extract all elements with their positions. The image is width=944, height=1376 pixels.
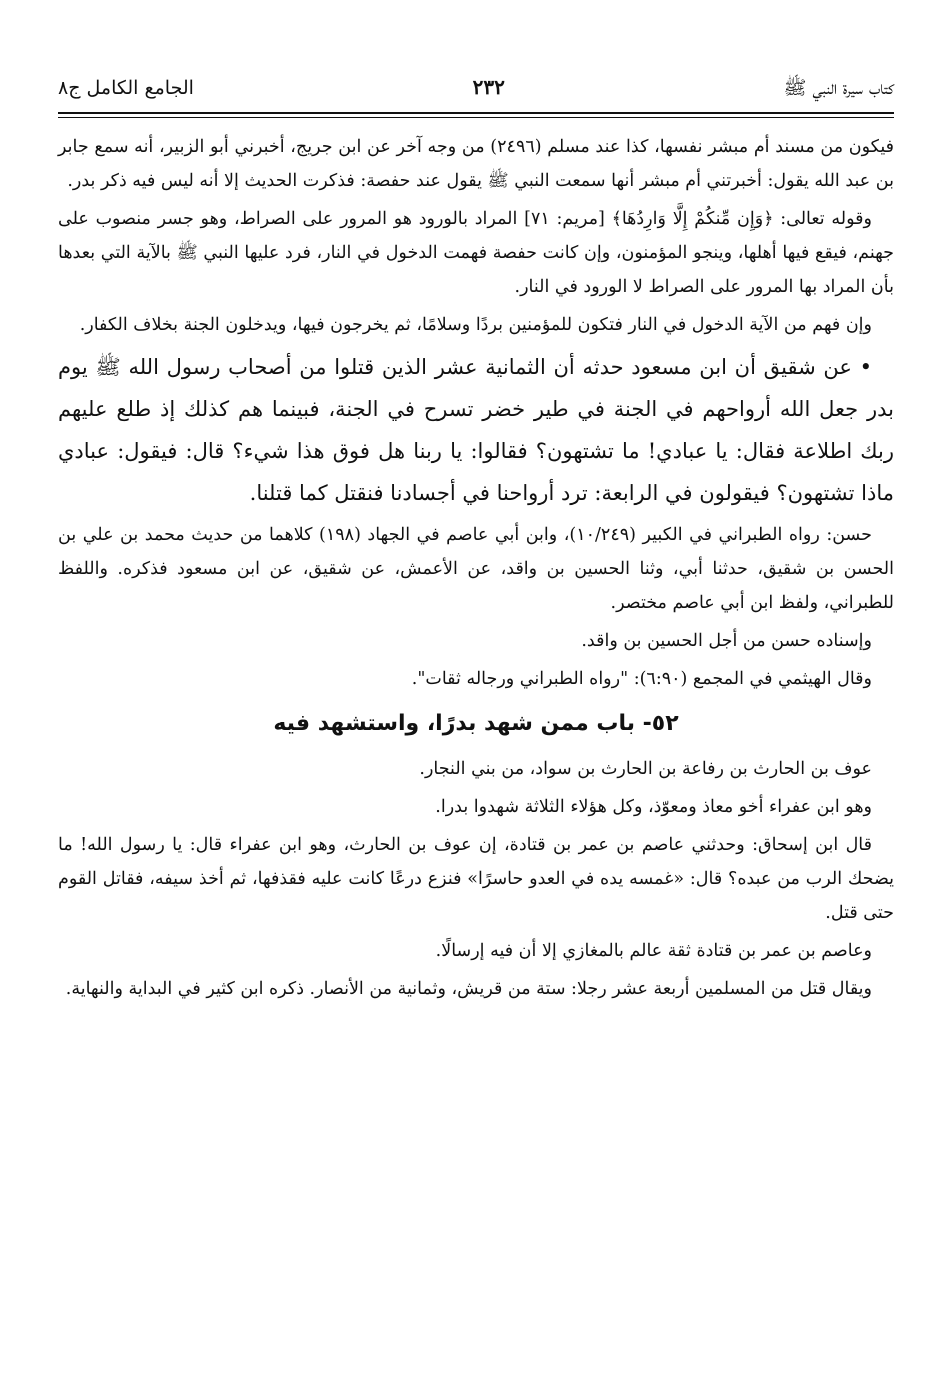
section-title: ٥٢- باب ممن شهد بدرًا، واستشهد فيه xyxy=(273,711,679,736)
hadith-text: • عن شقيق أن ابن مسعود حدثه أن الثمانية عشر الذين قتلوا من أصحاب رسول الله ﷺ يوم بدر جعل الله أرواحهم في الجنة في طير خضر تسرح في الجنة، فبينما هم كذلك إذ طلع عليهم ربك اطلاعة فقال: يا عبادي! ما تشتهون؟ فقالوا: يا ربنا هل فوق هذا شيء؟ قال: فيقول: عبادي ماذا تشتهون؟ فيقولون في الرابعة: ترد أرواحنا في أجسادنا فنقتل كما قتلنا. xyxy=(58,355,894,505)
paragraph-4: حسن: رواه الطبراني في الكبير (١٠/٢٤٩)، وابن أبي عاصم في الجهاد (١٩٨) كلاهما من حديث محمد بن علي بن الحسن بن شقيق، حدثنا أبي، وثنا الحسين بن واقد، عن الأعمش، عن شقيق، عن ابن مسعود فذكره. واللفظ للطبراني، ولفظ ابن أبي عاصم مختصر. xyxy=(58,525,894,613)
paragraph-9: قال ابن إسحاق: وحدثني عاصم بن عمر بن قتادة، إن عوف بن الحارث، وهو ابن عفراء قال: يا رسول الله! ما يضحك الرب من عبده؟ قال: «غمسه يده في العدو حاسرًا» فنزع درعًا كانت عليه فقذفها، ثم أخذ سيفه، فقاتل القوم حتى قتل. xyxy=(58,835,894,923)
page-number: ٢٣٢ xyxy=(472,75,505,99)
paragraph-3: وإن فهم من الآية الدخول في النار فتكون للمؤمنين بردًا وسلامًا، ثم يخرجون فيها، ويدخلون الجنة بخلاف الكفار. xyxy=(79,315,872,335)
paragraph-2: وقوله تعالى: ﴿وَإِن مِّنكُمْ إِلَّا وَارِدُهَا﴾ [مريم: ٧١] المراد بالورود هو المرور على الصراط، وهو جسر منصوب على جهنم، فيقع فيها أهلها، وينجو المؤمنون، وإن كانت حفصة فهمت الدخول في النار، فرد عليها النبي ﷺ بالآية التي بعدها بأن المراد بها المرور على الصراط لا الورود في النار. xyxy=(58,209,894,297)
paragraph-6: وقال الهيثمي في المجمع (٦:٩٠): "رواه الطبراني ورجاله ثقات". xyxy=(411,669,872,689)
header-volume-title: الجامع الكامل ج٨ xyxy=(58,77,194,99)
paragraph-5: وإسناده حسن من أجل الحسين بن واقد. xyxy=(581,631,872,651)
paragraph-8: وهو ابن عفراء أخو معاذ ومعوّذ، وكل هؤلاء الثلاثة شهدوا بدرا. xyxy=(435,797,872,817)
book-page xyxy=(58,66,894,1010)
header-rule-thin xyxy=(58,117,894,118)
paragraph-10: وعاصم بن عمر بن قتادة ثقة عالم بالمغازي إلا أن فيه إرسالًا. xyxy=(435,941,872,961)
paragraph-11: ويقال قتل من المسلمين أربعة عشر رجلا: ستة من قريش، وثمانية من الأنصار. ذكره ابن كثير في البداية والنهاية. xyxy=(65,979,872,999)
header-rule-thick xyxy=(58,112,894,114)
paragraph-7: عوف بن الحارث بن رفاعة بن الحارث بن سواد، من بني النجار. xyxy=(419,759,872,779)
header-book-title: كتاب سيرة النبي ﷺ xyxy=(783,77,894,99)
page-header xyxy=(58,66,894,108)
paragraph-1: فيكون من مسند أم مبشر نفسها، كذا عند مسلم (٢٤٩٦) من وجه آخر عن ابن جريج، أخبرني أبو الزبير، أنه سمع جابر بن عبد الله يقول: أخبرتني أم مبشر أنها سمعت النبي ﷺ يقول عند حفصة: فذكرت الحديث إلا أنه ليس فيه ذكر بدر. xyxy=(58,137,894,191)
